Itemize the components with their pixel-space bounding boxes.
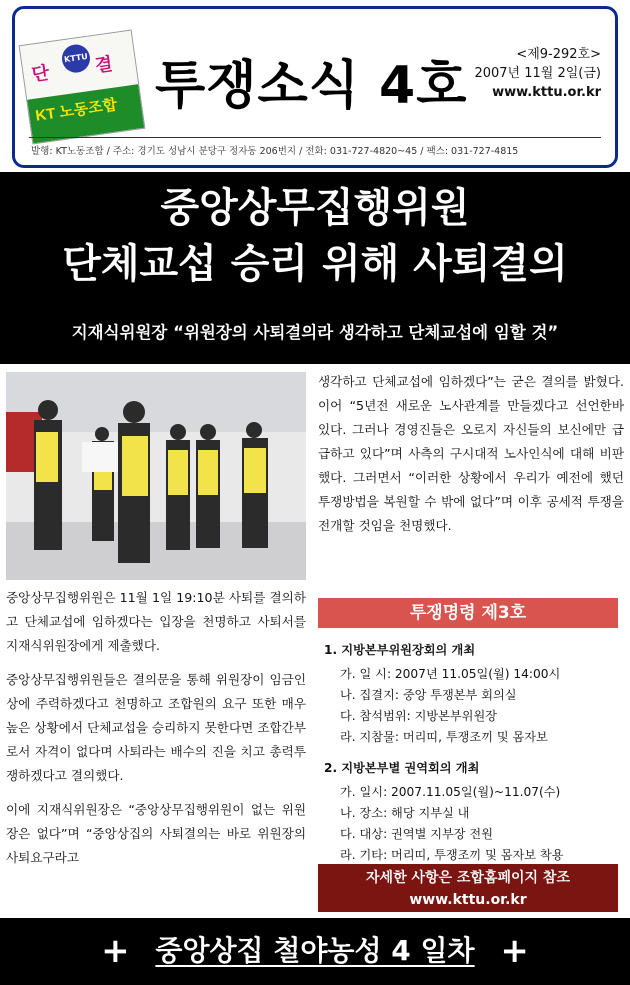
headline-line1: 중앙상무집행위원 xyxy=(160,185,470,231)
plus-icon: + xyxy=(101,931,130,971)
issue-number: <제9-292호> xyxy=(516,47,601,62)
order-item: 가. 일시: 2007.11.05일(월)~11.07(수) xyxy=(340,785,561,799)
kttu-logo-icon: KTTU xyxy=(60,43,92,75)
website-link[interactable]: www.kttu.or.kr xyxy=(492,85,601,100)
headline-banner xyxy=(0,172,630,364)
publisher-address: 발행: KT노동조합 / 주소: 경기도 성남시 분당구 정자동 206번지 / 전화: 031-727-4820~45 / 팩스: 031-727-4815 xyxy=(31,146,519,157)
issue-date: 2007년 11월 2일(금) xyxy=(474,66,601,81)
divider xyxy=(29,137,601,138)
order-section-heading: 2. 지방본부별 권역회의 개최 xyxy=(324,761,480,775)
order-item: 다. 참석범위: 지방본부위원장 xyxy=(340,709,498,723)
article-left-column xyxy=(6,586,306,880)
order-details xyxy=(320,640,624,866)
article-paragraph: 중앙상무집행위원들은 결의문을 통해 위원장이 임금인상에 주력하겠다고 천명하고 조합원의 요구 또한 매우 높은 상황에서 단체교섭을 승리하지 못한다면 조합간부로서 자격이 없다며 사퇴라는 배수의 진을 치고 총력투쟁하겠다고 결의했다. xyxy=(6,672,306,783)
union-flag-logo xyxy=(19,30,146,145)
article-right-column xyxy=(318,370,624,538)
order-item: 가. 일 시: 2007년 11.05일(월) 14:00시 xyxy=(340,667,561,681)
article-paragraph: 생각하고 단체교섭에 임하겠다”는 굳은 결의를 밝혔다. 이어 “5년전 새로운 노사관계를 만들겠다고 선언한바 있다. 그러나 경영진들은 오로지 자신들의 보신에만 급급하고 있다”며 사측의 구시대적 노사인식에 대해 비판했다. 그러면서 “이러한 상황에서 우리가 예전에 했던 투쟁방법을 복원할 수 밖에 없다”며 이후 공세적 투쟁을 전개할 것임을 천명했다. xyxy=(318,374,624,533)
order-section-heading: 1. 지방본부위원장회의 개최 xyxy=(324,643,476,657)
issue-info xyxy=(474,45,601,102)
order-item: 나. 집결지: 중앙 투쟁본부 회의실 xyxy=(340,688,517,702)
article-paragraph: 이에 지재식위원장은 “중앙상무집행위원이 없는 위원장은 없다”며 “중앙상집의 사퇴결의는 바로 위원장의 사퇴요구라고 xyxy=(6,802,306,865)
newsletter-title: 투쟁소식 4호 xyxy=(155,56,468,116)
flag-text-left: 단 xyxy=(30,62,51,86)
order-title: 투쟁명령 제3호 xyxy=(318,598,618,628)
homepage-notice xyxy=(318,864,618,912)
flag-union-name: KT 노동조합 xyxy=(34,96,119,125)
news-photo xyxy=(6,372,306,580)
plus-icon: + xyxy=(500,931,529,971)
flag-text-right: 결 xyxy=(93,53,114,77)
homepage-notice-text: 자세한 사항은 조합홈페이지 참조 xyxy=(366,870,570,886)
headline-subline: 지재식위원장 “위원장의 사퇴결의라 생각하고 단체교섭에 임할 것” xyxy=(71,323,559,342)
footer-banner xyxy=(0,918,630,985)
order-item: 나. 장소: 해당 지부실 내 xyxy=(340,806,470,820)
order-item: 라. 기타: 머리띠, 투쟁조끼 및 몸자보 착용 xyxy=(340,848,564,862)
order-item: 다. 대상: 권역별 지부장 전원 xyxy=(340,827,493,841)
headline-line2: 단체교섭 승리 위해 사퇴결의 xyxy=(62,241,568,287)
order-item: 라. 지참물: 머리띠, 투쟁조끼 및 몸자보 xyxy=(340,730,548,744)
footer-text: 중앙상집 철야농성 4 일차 xyxy=(155,934,475,967)
homepage-link[interactable]: www.kttu.or.kr xyxy=(409,892,527,908)
article-paragraph: 중앙상무집행위원은 11월 1일 19:10분 사퇴를 결의하고 단체교섭에 임하겠다는 입장을 천명하고 사퇴서를 지재식위원장에게 제출했다. xyxy=(6,590,306,653)
masthead xyxy=(12,6,618,168)
